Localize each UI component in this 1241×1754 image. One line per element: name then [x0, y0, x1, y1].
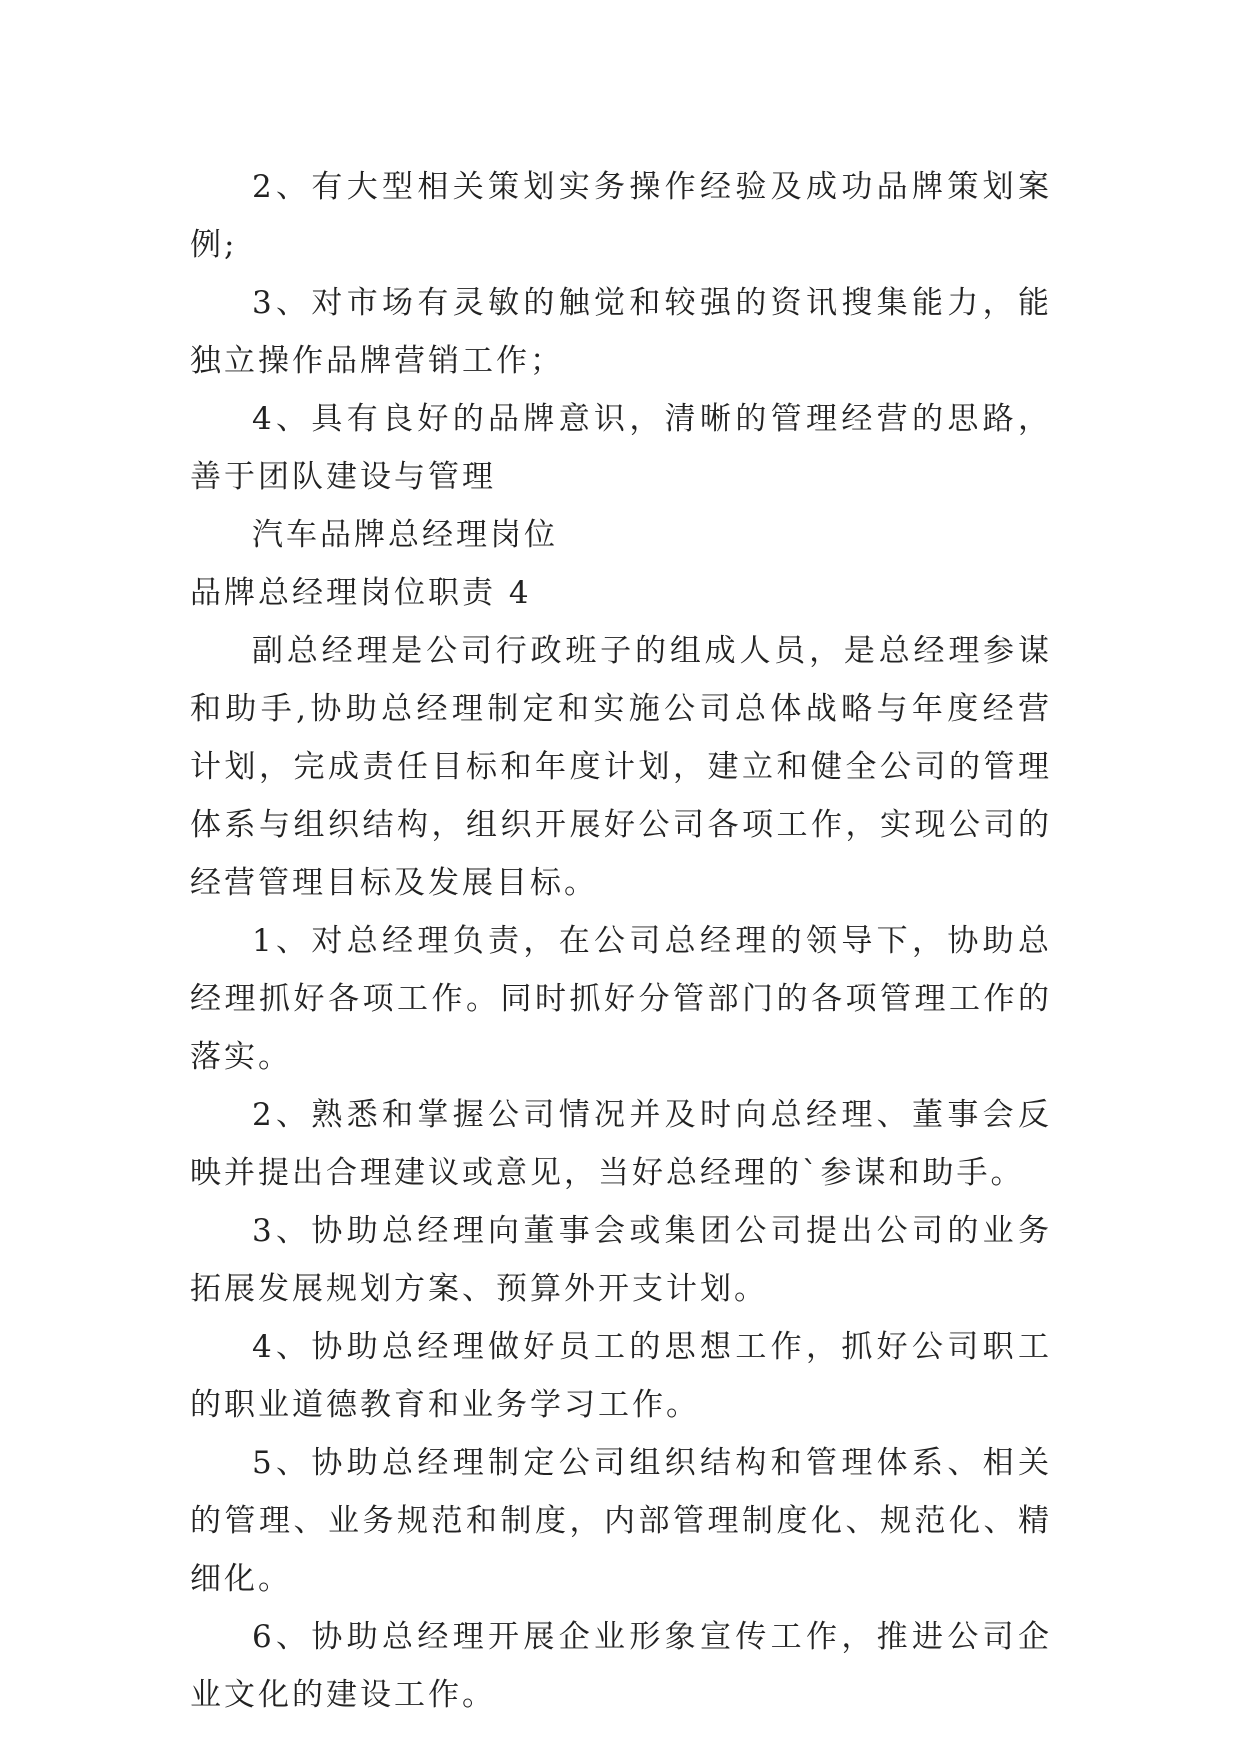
section-heading: 品牌总经理岗位职责 4: [190, 575, 532, 611]
paragraph-requirement-2: 2、有大型相关策划实务操作经验及成功品牌策划案例;: [190, 169, 1052, 263]
paragraph-duty-2: 2、熟悉和掌握公司情况并及时向总经理、董事会反映并提出合理建议或意见，当好总经理的`参谋和助手。: [190, 1097, 1052, 1191]
document-body: [190, 158, 1052, 1724]
paragraph-duty-6: 6、协助总经理开展企业形象宣传工作，推进公司企业文化的建设工作。: [190, 1619, 1052, 1713]
paragraph-requirement-4: 4、具有良好的品牌意识，清晰的管理经营的思路，善于团队建设与管理: [190, 401, 1052, 495]
paragraph-duty-5: 5、协助总经理制定公司组织结构和管理体系、相关的管理、业务规范和制度，内部管理制度化、规范化、精细化。: [190, 1445, 1052, 1597]
paragraph-requirement-3: 3、对市场有灵敏的触觉和较强的资讯搜集能力，能独立操作品牌营销工作；: [190, 285, 1052, 379]
paragraph-auto-brand-gm: 汽车品牌总经理岗位: [252, 517, 558, 553]
paragraph-duty-4: 4、协助总经理做好员工的思想工作，抓好公司职工的职业道德教育和业务学习工作。: [190, 1329, 1052, 1423]
paragraph-duty-3: 3、协助总经理向董事会或集团公司提出公司的业务拓展发展规划方案、预算外开支计划。: [190, 1213, 1052, 1307]
paragraph-duty-1: 1、对总经理负责，在公司总经理的领导下，协助总经理抓好各项工作。同时抓好分管部门的各项管理工作的落实。: [190, 923, 1052, 1075]
paragraph-intro: 副总经理是公司行政班子的组成人员，是总经理参谋和助手,协助总经理制定和实施公司总体战略与年度经营计划，完成责任目标和年度计划，建立和健全公司的管理体系与组织结构，组织开展好公司各项工作，实现公司的经营管理目标及发展目标。: [190, 633, 1052, 901]
